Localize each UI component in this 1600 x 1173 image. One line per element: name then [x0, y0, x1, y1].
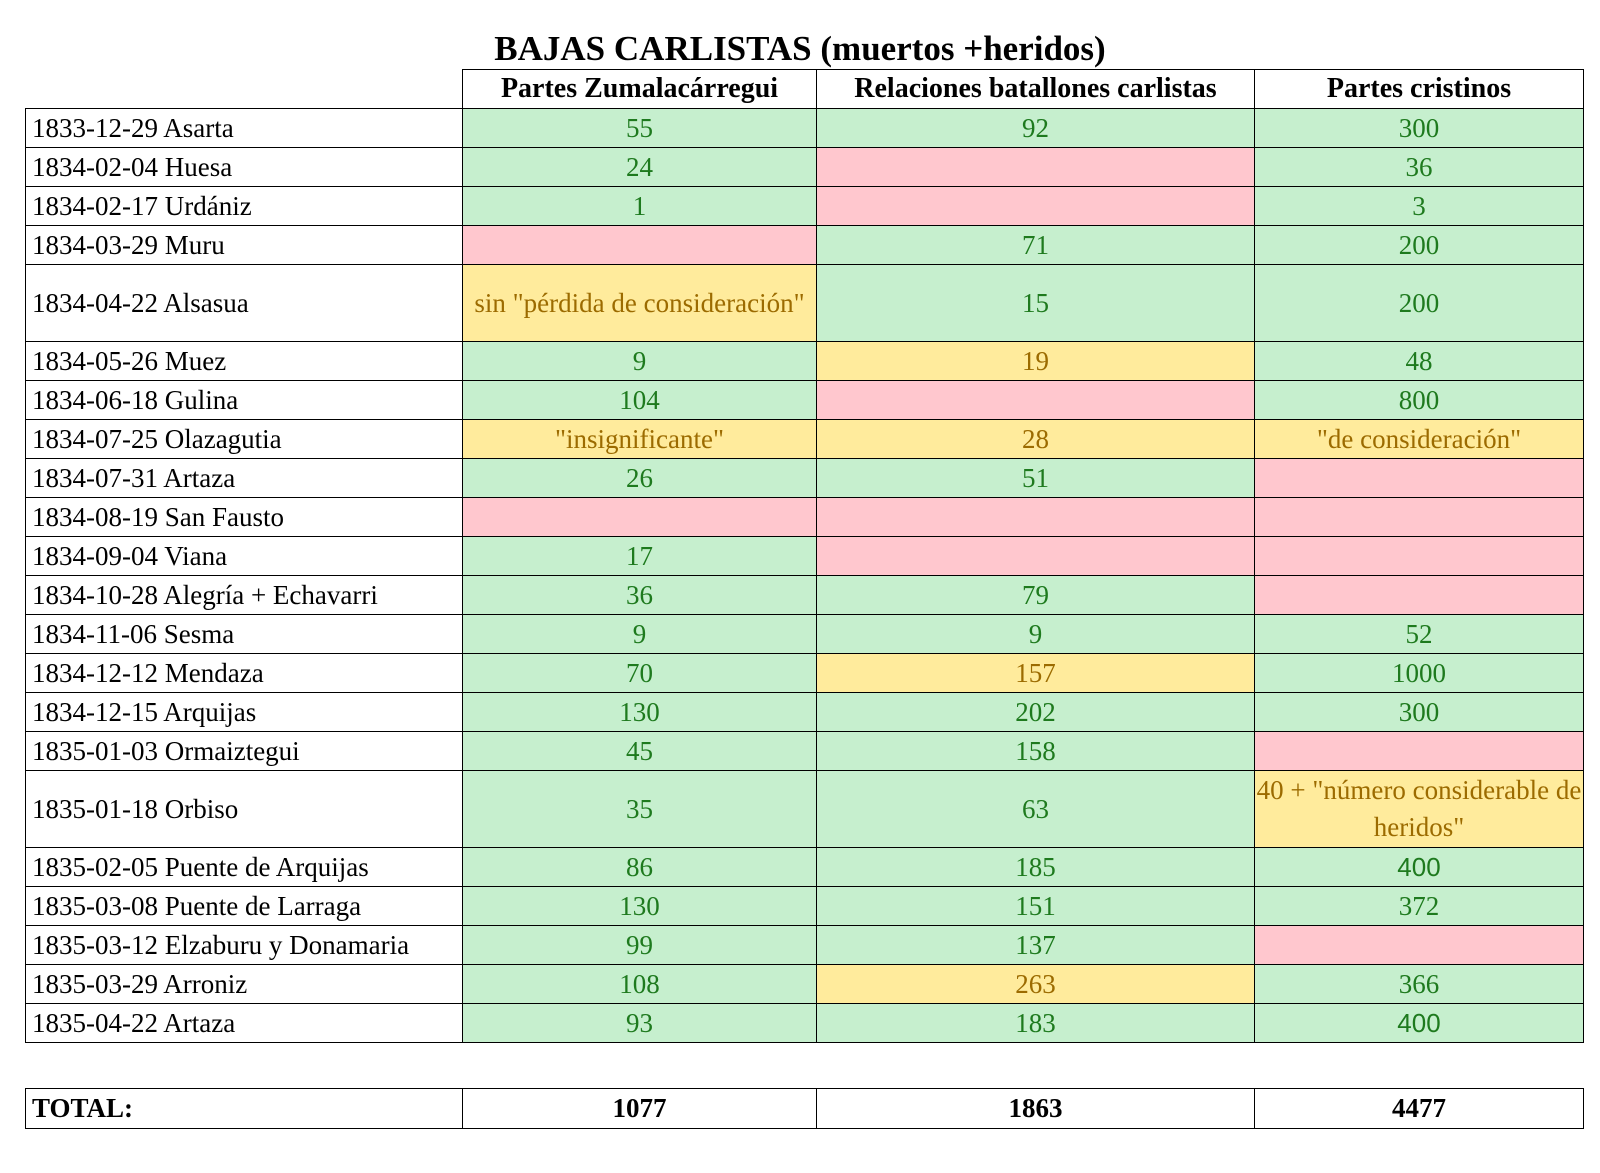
battle-name: 1834-11-06 Sesma	[26, 615, 463, 654]
cell-zumalacarregui	[463, 498, 817, 537]
cell-zumalacarregui: 108	[463, 965, 817, 1004]
cell-zumalacarregui: 24	[463, 148, 817, 187]
totals-table	[25, 1088, 1584, 1129]
cell-zumalacarregui: 36	[463, 576, 817, 615]
cell-zumalacarregui: 9	[463, 342, 817, 381]
cell-zumalacarregui: 99	[463, 926, 817, 965]
cell-batallones: 92	[817, 109, 1255, 148]
cell-batallones: 51	[817, 459, 1255, 498]
cell-cristinos: 52	[1255, 615, 1584, 654]
table-row	[26, 926, 1584, 965]
cell-cristinos: 48	[1255, 342, 1584, 381]
cell-cristinos: 300	[1255, 693, 1584, 732]
cell-cristinos: 3	[1255, 187, 1584, 226]
table-row	[26, 771, 1584, 848]
table-row	[26, 226, 1584, 265]
table-row	[26, 887, 1584, 926]
cell-batallones: 151	[817, 887, 1255, 926]
battle-name: 1834-02-04 Huesa	[26, 148, 463, 187]
cell-zumalacarregui: 70	[463, 654, 817, 693]
cell-zumalacarregui: 93	[463, 1004, 817, 1043]
battle-name: 1834-12-12 Mendaza	[26, 654, 463, 693]
cell-batallones: 19	[817, 342, 1255, 381]
total-batallones: 1863	[817, 1089, 1255, 1129]
cell-zumalacarregui: 9	[463, 615, 817, 654]
cell-batallones: 28	[817, 420, 1255, 459]
table-row	[26, 615, 1584, 654]
cell-batallones	[817, 537, 1255, 576]
table-row	[26, 848, 1584, 887]
cell-cristinos: 400	[1255, 1004, 1584, 1043]
cell-batallones: 157	[817, 654, 1255, 693]
cell-cristinos: 372	[1255, 887, 1584, 926]
cell-cristinos: 300	[1255, 109, 1584, 148]
battle-name: 1834-06-18 Gulina	[26, 381, 463, 420]
cell-batallones: 9	[817, 615, 1255, 654]
casualties-table	[25, 69, 1584, 1043]
battle-name: 1834-10-28 Alegría + Echavarri	[26, 576, 463, 615]
battle-name: 1834-02-17 Urdániz	[26, 187, 463, 226]
table-row	[26, 420, 1584, 459]
cell-batallones	[817, 498, 1255, 537]
table-row	[26, 576, 1584, 615]
cell-cristinos	[1255, 537, 1584, 576]
table-row	[26, 265, 1584, 342]
cell-zumalacarregui: 86	[463, 848, 817, 887]
battle-name: 1834-03-29 Muru	[26, 226, 463, 265]
cell-batallones: 263	[817, 965, 1255, 1004]
table-row	[26, 459, 1584, 498]
cell-zumalacarregui: 130	[463, 693, 817, 732]
table-row	[26, 187, 1584, 226]
column-header-batallones: Relaciones batallones carlistas	[817, 70, 1255, 109]
cell-cristinos: 40 + "número considerable de heridos"	[1255, 771, 1584, 848]
cell-zumalacarregui: 17	[463, 537, 817, 576]
cell-zumalacarregui: 104	[463, 381, 817, 420]
cell-zumalacarregui	[463, 226, 817, 265]
table-row	[26, 732, 1584, 771]
cell-batallones: 158	[817, 732, 1255, 771]
header-row	[26, 70, 1584, 109]
battle-name: 1835-04-22 Artaza	[26, 1004, 463, 1043]
cell-zumalacarregui: 35	[463, 771, 817, 848]
cell-batallones: 137	[817, 926, 1255, 965]
cell-zumalacarregui: 130	[463, 887, 817, 926]
cell-batallones: 71	[817, 226, 1255, 265]
totals-label: TOTAL:	[26, 1089, 463, 1129]
table-row	[26, 1004, 1584, 1043]
cell-cristinos	[1255, 459, 1584, 498]
cell-batallones: 15	[817, 265, 1255, 342]
cell-cristinos: 36	[1255, 148, 1584, 187]
cell-batallones	[817, 381, 1255, 420]
battle-name: 1835-02-05 Puente de Arquijas	[26, 848, 463, 887]
column-header-zumalacarregui: Partes Zumalacárregui	[463, 70, 817, 109]
table-row	[26, 498, 1584, 537]
table-row	[26, 965, 1584, 1004]
cell-zumalacarregui: "insignificante"	[463, 420, 817, 459]
cell-batallones	[817, 148, 1255, 187]
cell-batallones: 183	[817, 1004, 1255, 1043]
table-row	[26, 148, 1584, 187]
table-body	[26, 109, 1584, 1043]
table-row	[26, 109, 1584, 148]
cell-cristinos: 400	[1255, 848, 1584, 887]
battle-name: 1835-01-18 Orbiso	[26, 771, 463, 848]
battle-name: 1834-07-25 Olazagutia	[26, 420, 463, 459]
cell-batallones: 185	[817, 848, 1255, 887]
battle-name: 1833-12-29 Asarta	[26, 109, 463, 148]
cell-batallones: 63	[817, 771, 1255, 848]
cell-cristinos: 366	[1255, 965, 1584, 1004]
cell-cristinos	[1255, 498, 1584, 537]
battle-name: 1834-09-04 Viana	[26, 537, 463, 576]
total-cristinos: 4477	[1255, 1089, 1584, 1129]
header-blank	[26, 70, 463, 109]
cell-cristinos: 1000	[1255, 654, 1584, 693]
cell-batallones	[817, 187, 1255, 226]
cell-zumalacarregui: sin "pérdida de consideración"	[463, 265, 817, 342]
cell-cristinos	[1255, 576, 1584, 615]
battle-name: 1834-07-31 Artaza	[26, 459, 463, 498]
cell-batallones: 202	[817, 693, 1255, 732]
battle-name: 1835-03-29 Arroniz	[26, 965, 463, 1004]
table-row	[26, 693, 1584, 732]
battle-name: 1834-05-26 Muez	[26, 342, 463, 381]
cell-zumalacarregui: 45	[463, 732, 817, 771]
battle-name: 1835-03-12 Elzaburu y Donamaria	[26, 926, 463, 965]
battle-name: 1834-08-19 San Fausto	[26, 498, 463, 537]
cell-batallones: 79	[817, 576, 1255, 615]
cell-cristinos: 200	[1255, 226, 1584, 265]
cell-cristinos: 800	[1255, 381, 1584, 420]
battle-name: 1835-03-08 Puente de Larraga	[26, 887, 463, 926]
cell-zumalacarregui: 1	[463, 187, 817, 226]
cell-cristinos	[1255, 926, 1584, 965]
column-header-cristinos: Partes cristinos	[1255, 70, 1584, 109]
table-row	[26, 537, 1584, 576]
battle-name: 1834-12-15 Arquijas	[26, 693, 463, 732]
table-row	[26, 342, 1584, 381]
cell-cristinos: 200	[1255, 265, 1584, 342]
battle-name: 1834-04-22 Alsasua	[26, 265, 463, 342]
table-row	[26, 654, 1584, 693]
cell-zumalacarregui: 26	[463, 459, 817, 498]
cell-zumalacarregui: 55	[463, 109, 817, 148]
table-row	[26, 381, 1584, 420]
table-title: BAJAS CARLISTAS (muertos +heridos)	[494, 29, 1106, 68]
total-zumalacarregui: 1077	[463, 1089, 817, 1129]
cell-cristinos	[1255, 732, 1584, 771]
cell-cristinos: "de consideración"	[1255, 420, 1584, 459]
totals-row	[26, 1089, 1584, 1129]
battle-name: 1835-01-03 Ormaiztegui	[26, 732, 463, 771]
